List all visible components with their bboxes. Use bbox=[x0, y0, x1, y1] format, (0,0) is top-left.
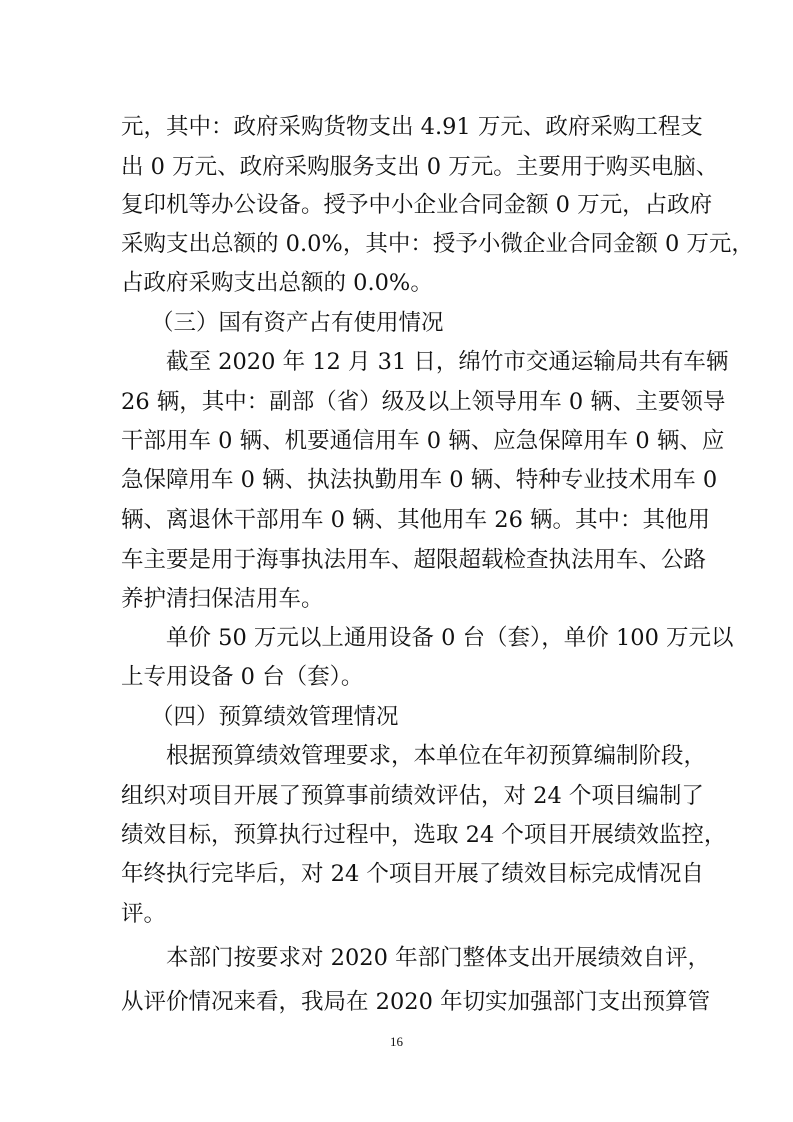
paragraph-line: 采购支出总额的 0.0%，其中：授予小微企业合同金额 0 万元， bbox=[121, 231, 754, 257]
paragraph-line: 本部门按要求对 2020 年部门整体支出开展绩效自评， bbox=[166, 945, 711, 971]
paragraph-line: 年终执行完毕后，对 24 个项目开展了绩效目标完成情况自 bbox=[121, 861, 704, 887]
paragraph-line: 出 0 万元、政府采购服务支出 0 万元。主要用于购买电脑、 bbox=[121, 154, 719, 180]
paragraph-line: 上专用设备 0 台（套）。 bbox=[121, 664, 364, 690]
paragraph-line: 26 辆，其中：副部（省）级及以上领导用车 0 辆、主要领导 bbox=[121, 389, 726, 415]
paragraph-line: 绩效目标，预算执行过程中，选取 24 个项目开展绩效监控， bbox=[121, 822, 727, 848]
paragraph-line: 干部用车 0 辆、机要通信用车 0 辆、应急保障用车 0 辆、应 bbox=[121, 428, 725, 454]
section-heading: （三）国有资产占有使用情况 bbox=[151, 310, 444, 336]
paragraph-line: 根据预算绩效管理要求，本单位在年初预算编制阶段， bbox=[166, 743, 707, 769]
paragraph-line: 评。 bbox=[121, 901, 167, 927]
paragraph-line: 占政府采购支出总额的 0.0%。 bbox=[121, 270, 433, 296]
paragraph-line: 急保障用车 0 辆、执法执勤用车 0 辆、特种专业技术用车 0 bbox=[121, 467, 718, 493]
paragraph-line: 车主要是用于海事执法用车、超限超载检查执法用车、公路 bbox=[121, 547, 707, 573]
paragraph-line: 元，其中：政府采购货物支出 4.91 万元、政府采购工程支 bbox=[121, 114, 703, 140]
paragraph-line: 复印机等办公设备。授予中小企业合同金额 0 万元，占政府 bbox=[121, 192, 713, 218]
section-heading: （四）预算绩效管理情况 bbox=[151, 704, 399, 730]
paragraph-line: 组织对项目开展了预算事前绩效评估，对 24 个项目编制了 bbox=[121, 783, 704, 809]
paragraph-line: 辆、离退休干部用车 0 辆、其他用车 26 辆。其中：其他用 bbox=[121, 507, 711, 533]
paragraph-line: 截至 2020 年 12 月 31 日，绵竹市交通运输局共有车辆 bbox=[166, 349, 729, 375]
paragraph-line: 单价 50 万元以上通用设备 0 台（套），单价 100 万元以 bbox=[166, 625, 734, 651]
paragraph-line: 养护清扫保洁用车。 bbox=[121, 586, 324, 612]
paragraph-line: 从评价情况来看，我局在 2020 年切实加强部门支出预算管 bbox=[121, 989, 711, 1015]
page-number: 16 bbox=[390, 1034, 403, 1049]
